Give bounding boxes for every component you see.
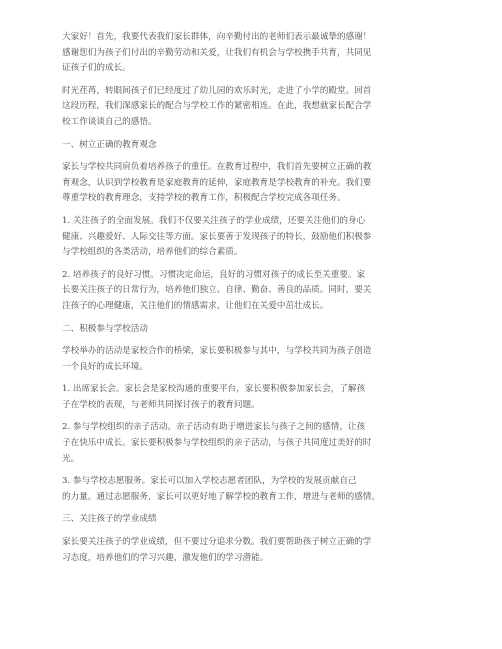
text-line: 3. 参与学校志愿服务。家长可以加入学校志愿者团队，为学校的发展贡献自己 xyxy=(62,476,357,487)
section-heading xyxy=(62,138,438,154)
text-line: 注孩子的心理健康，关注他们的情感需求，让他们在关爱中茁壮成长。 xyxy=(62,300,329,311)
text-line: 学校举办的活动是家校合作的桥梁，家长要积极参与其中，与学校共同为孩子创造 xyxy=(62,346,372,357)
text-line: 健康、兴趣爱好、人际交往等方面。家长要善于发现孩子的特长，鼓励他们积极参 xyxy=(62,231,372,242)
document-body xyxy=(62,30,438,573)
text-line: 光。 xyxy=(62,453,80,464)
text-line: 育观念，认识到学校教育是家庭教育的延伸，家庭教育是学校教育的补充。我们要 xyxy=(62,177,372,188)
text-line: 尊重学校的教育理念，支持学校的教育工作，积极配合学校完成各项任务。 xyxy=(62,193,346,204)
text-line: 子在快乐中成长。家长要积极参与学校组织的亲子活动，与孩子共同度过美好的时 xyxy=(62,438,372,449)
text-line: 这段历程，我们深感家长的配合与学校工作的紧密相连。在此，我想就家长配合学 xyxy=(62,101,372,112)
text-line: 一个良好的成长环境。 xyxy=(62,361,148,372)
body-paragraph xyxy=(62,535,438,566)
text-line: 大家好！首先，我要代表我们家长群体，向辛勤付出的老师们表示最诚挚的感谢！ xyxy=(62,32,372,42)
text-line: 家长要关注孩子的学业成绩，但不要过分追求分数。我们要帮助孩子树立正确的学 xyxy=(62,537,372,548)
text-line: 习态度，培养他们的学习兴趣，激发他们的学习潜能。 xyxy=(62,552,269,563)
body-paragraph xyxy=(62,268,438,315)
text-line: 一、树立正确的教育观念 xyxy=(62,139,157,150)
text-line: 与学校组织的各类活动，培养他们的综合素质。 xyxy=(62,247,243,258)
section-heading xyxy=(62,322,438,338)
body-paragraph xyxy=(62,84,438,131)
text-line: 2. 培养孩子的良好习惯。习惯决定命运，良好的习惯对孩子的成长至关重要。家 xyxy=(62,269,366,280)
text-line: 1. 关注孩子的全面发展。我们不仅要关注孩子的学业成绩，还要关注他们的身心 xyxy=(62,215,366,226)
body-paragraph xyxy=(62,214,438,261)
text-line: 二、积极参与学校活动 xyxy=(62,323,148,334)
text-line: 三、关注孩子的学业成绩 xyxy=(62,514,157,525)
text-line: 1. 出席家长会。家长会是家校沟通的重要平台，家长要积极参加家长会，了解孩 xyxy=(62,384,366,395)
text-line: 家长与学校共同肩负着培养孩子的重任。在教育过程中，我们首先要树立正确的教 xyxy=(62,162,372,173)
text-line: 证孩子们的成长。 xyxy=(62,63,131,74)
text-line: 2. 参与学校组织的亲子活动。亲子活动有助于增进家长与孩子之间的感情，让孩 xyxy=(62,422,366,433)
text-line: 长要关注孩子的日常行为，培养他们独立、自律、勤奋、善良的品质。同时，要关 xyxy=(62,285,372,296)
text-line: 校工作谈谈自己的感悟。 xyxy=(62,116,157,127)
section-heading xyxy=(62,512,438,528)
body-paragraph xyxy=(62,474,438,505)
body-paragraph xyxy=(62,420,438,467)
body-paragraph xyxy=(62,382,438,413)
body-paragraph xyxy=(62,344,438,375)
body-paragraph xyxy=(62,160,438,207)
text-line: 的力量。通过志愿服务，家长可以更好地了解学校的教育工作，增进与老师的感情。 xyxy=(62,491,380,502)
text-line: 子在学校的表现，与老师共同探讨孩子的教育问题。 xyxy=(62,399,260,410)
text-line: 时光荏苒，转眼间孩子们已经度过了幼儿园的欢乐时光，走进了小学的殿堂。回首 xyxy=(62,85,372,96)
body-paragraph xyxy=(62,30,438,77)
text-line: 感谢您们为孩子们付出的辛勤劳动和关爱，让我们有机会与学校携手共育，共同见 xyxy=(62,47,372,58)
